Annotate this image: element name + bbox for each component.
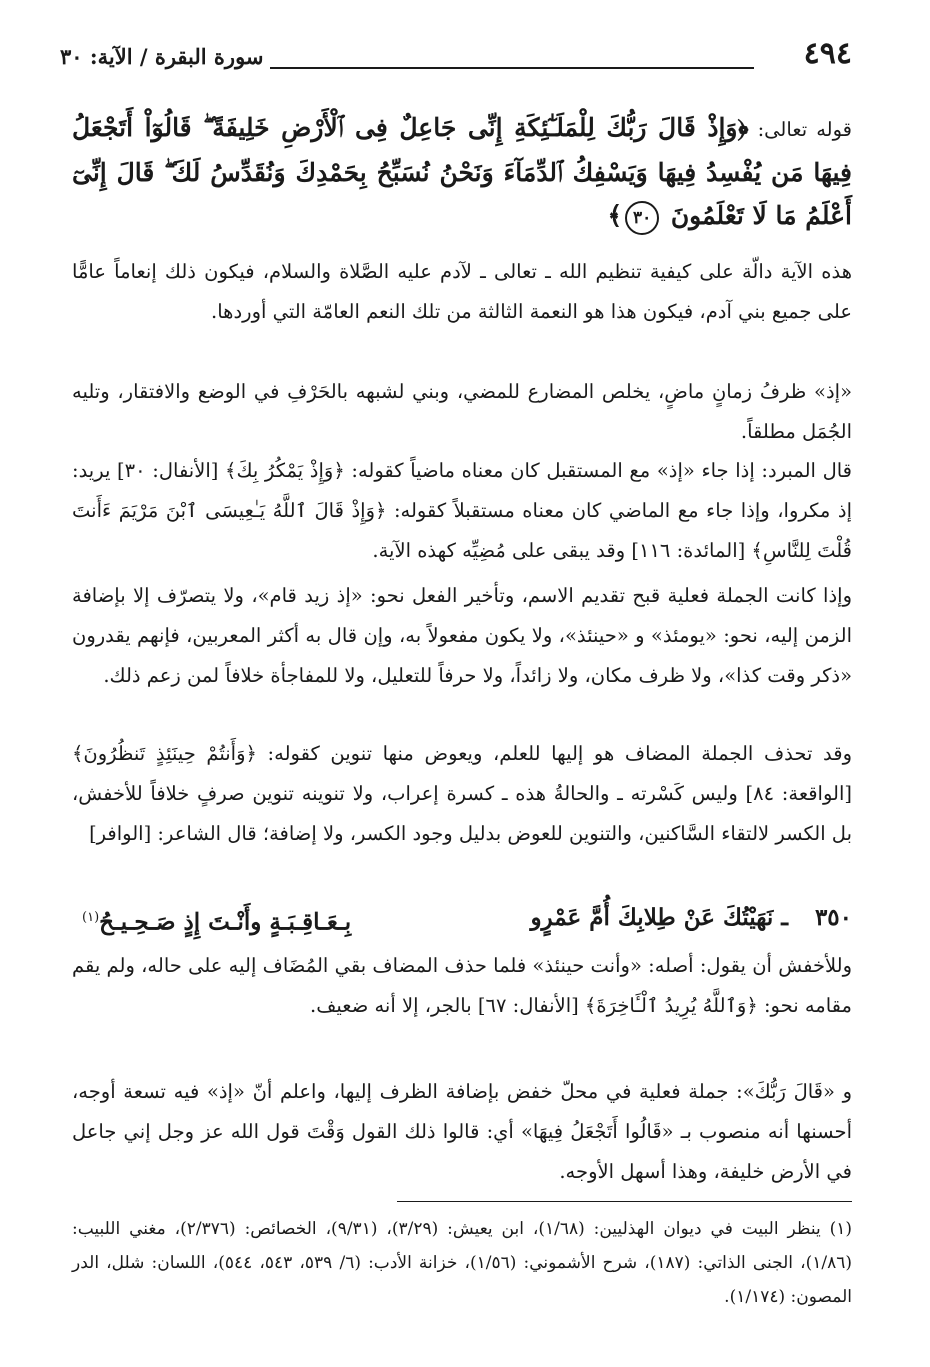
- paragraph-text: قال المبرد: إذا جاء «إذ» مع المستقبل كان معناه ماضياً كقوله: ﴿وَإِذْ يَمْكُرُ بِكَ﴾ [الأنفال: ٣٠] يريد: إذ مكروا، وإذا جاء مع الماضي كان معناه مستقبلاً كقوله: ﴿وَإِذْ قَالَ ٱللَّهُ يَـٰعِيسَى ٱبْنَ مَرْيَمَ ءَأَنتَ قُلْتَ لِلنَّاسِ﴾ [المائدة: ١١٦] وقد يبقى على مُضِيِّه كهذه الآية.: [72, 459, 852, 562]
- paragraph-1: [72, 252, 852, 332]
- header-rule: [270, 67, 754, 69]
- verse-number: ٣٥٠: [814, 904, 852, 931]
- paragraph-text: وإذا كانت الجملة فعلية قبح تقديم الاسم، وتأخير الفعل نحو: «إذ زيد قام»، ولا يتصرّف إلا بإضافة الزمن إليه، نحو: «يومئذ» و «حينئذ»، ولا يكون مفعولاً به، وإن قال به أكثر المعربين، فإنهم يقدرون «ذكر وقت كذا»، ولا ظرف مكان، ولا زائداً، ولا حرفاً للتعليل، ولا للمفاجأة خلافاً لمن زعم ذلك.: [72, 584, 852, 687]
- paragraph-text: وللأخفش أن يقول: أصله: «وأنت حينئذ» فلما حذف المضاف بقي المُضَاف إليه على حاله، ولم يقم مقامه نحو: ﴿وَٱللَّهُ يُرِيدُ ٱلْـَٔاخِرَةَ﴾ [الأنفال: ٦٧] بالجر، إلا أنه ضعيف.: [72, 954, 852, 1017]
- footnote-text: (١) ينظر البيت في ديوان الهذليين: (١/٦٨)، ابن يعيش: (٣/٢٩)، (٩/٣١)، الخصائص: (٢/٣٧٦)، مغني اللبيب: (١/٨٦)، الجنى الذاتي: (١٨٧)، شرح الأشموني: (١/٥٦)، خزانة الأدب: (٦/ ٥٣٩، ٥٤٣، ٥٤٤)، اللسان: شلل، الدر المصون: (١/١٧٤).: [72, 1219, 853, 1307]
- paragraph-text: و «قَالَ رَبُّكَ»: جملة فعلية في محلّ خفض بإضافة الظرف إليها، واعلم أنّ «إذ» فيه تسعة أوجه، أحسنها أنه منصوب بـ «قَالُوا أَتَجْعَلُ فِيهَا» أي: قالوا ذلك القول وَقْتَ قول الله عز وجل إني جاعل في الأرض خليفة، وهذا أسهل الأوجه.: [72, 1080, 852, 1183]
- paragraph-text: وقد تحذف الجملة المضاف هو إليها للعلم، ويعوض منها تنوين كقوله: ﴿وَأَنتُمْ حِينَئِذٍ تَنظُرُونَ﴾ [الواقعة: ٨٤] وليس كَسْرته ـ والحالةُ هذه ـ كسرة إعراب، ولا تنوينه تنوين صرفٍ خلافاً للأخفش، بل الكسر لالتقاء السَّاكنين، والتنوين للعوض بدليل وجود الكسر، ولا إضافة؛ قال الشاعر: [الوافر]: [72, 742, 853, 845]
- paragraph-5: [72, 734, 852, 854]
- footnotes: [72, 1212, 852, 1314]
- verse-second-hemistich-wrap: [82, 896, 351, 945]
- paragraph-text: هذه الآية دالّة على كيفية تنظيم الله ـ تعالى ـ لآدم عليه الصَّلاة والسلام، فيكون ذلك إنعاماً عامًّا على جميع بني آدم، فيكون هذا هو النعمة الثالثة من تلك النعم العامّة التي أوردها.: [72, 260, 852, 323]
- footnote-reference: (١): [82, 910, 100, 925]
- paragraph-6: [72, 946, 852, 1026]
- paragraph-text: «إذ» ظرفُ زمانٍ ماضٍ، يخلص المضارع للمضي، وبني لشبهه بالحَرْفِ في الوضع والافتقار، وتليه الجُمَل مطلقاً.: [72, 380, 852, 443]
- quran-verse-text: ﴿وَإِذْ قَالَ رَبُّكَ لِلْمَلَـٰٓئِكَةِ إِنِّى جَاعِلٌ فِى ٱلْأَرْضِ خَلِيفَةً ۖ قَالُوٓاْ أَتَجْعَلُ فِيهَا مَن يُفْسِدُ فِيهَا وَيَسْفِكُ ٱلدِّمَآءَ وَنَحْنُ نُسَبِّحُ بِحَمْدِكَ وَنُقَدِّسُ لَكَ ۖ قَالَ إِنِّىٓ أَعْلَمُ مَا لَا تَعْلَمُونَ: [72, 113, 852, 230]
- quran-close-bracket: ﴾: [607, 201, 623, 230]
- paragraph-2: [72, 372, 852, 452]
- running-title: سورة البقرة / الآية: ٣٠: [60, 44, 264, 69]
- intro-lead: قوله تعالى:: [748, 118, 852, 141]
- footnote-separator: [397, 1201, 852, 1202]
- paragraph-7: [72, 1072, 852, 1192]
- poetry-verse: [82, 896, 852, 940]
- verse-first-hemistich: ـ نَهَيْتُكَ عَنْ طِلابِكَ أُمَّ عَمْرٍو: [530, 904, 788, 931]
- quran-intro: [72, 106, 852, 237]
- page-number: ٤٩٤: [803, 36, 852, 71]
- verse-second-hemistich: بِـعَـاقِـبَـةٍ وأَنْـتَ إِذٍ صَـحِـيـحُ: [99, 908, 352, 936]
- paragraph-3: [72, 451, 852, 571]
- ayah-number-marker: ٣٠: [625, 201, 659, 235]
- paragraph-4: [72, 576, 852, 696]
- page-header: [60, 34, 852, 74]
